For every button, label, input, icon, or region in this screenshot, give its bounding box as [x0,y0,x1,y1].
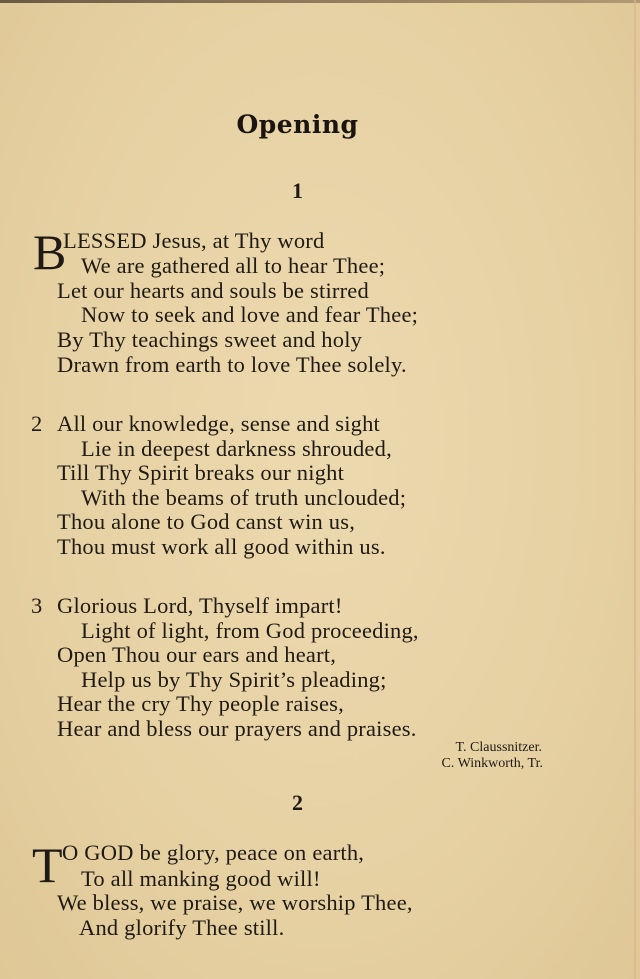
verse-line: All our knowledge, sense and sight [57,411,380,436]
verse-line: Hear the cry Thy people raises, [57,691,344,716]
verse-line: Lie in deepest darkness shrouded, [81,436,392,461]
verse-line: Thou alone to God canst win us, [57,509,356,534]
verse-line: O GOD be glory, peace on earth, [62,840,365,865]
verse-line: Hear and bless our prayers and praises. [57,716,417,741]
page-right-edge [634,0,636,979]
verse-number: 2 [31,411,43,436]
verse-line: Open Thou our ears and heart, [57,642,337,667]
verse-line: LESSED Jesus, at Thy word [63,228,325,253]
drop-cap: T [32,837,63,893]
page-top-edge [0,0,640,3]
section-title: Opening [236,110,359,139]
verse-line: Let our hearts and souls be stirred [57,278,369,303]
author-attribution: T. Claussnitzer. [455,740,542,755]
verse-line: Drawn from earth to love Thee solely. [57,352,407,377]
verse-line: Thou must work all good within us. [57,534,386,559]
verse-line: We bless, we praise, we worship Thee, [57,890,413,915]
verse-line: Help us by Thy Spirit’s pleading; [81,667,387,692]
drop-cap: B [33,224,67,280]
verse-line: Till Thy Spirit breaks our night [57,460,345,485]
verse-number: 3 [31,593,43,618]
verse-line: Light of light, from God proceeding, [81,618,419,643]
verse-line: By Thy teachings sweet and holy [57,327,363,352]
verse-line: With the beams of truth unclouded; [81,485,407,510]
verse-line: To all manking good will! [81,866,321,891]
translator-attribution: C. Winkworth, Tr. [441,756,543,771]
verse-line: Glorious Lord, Thyself impart! [57,593,343,618]
verse-line: Now to seek and love and fear Thee; [81,302,419,327]
hymn-number: 1 [292,178,303,203]
verse-line: And glorify Thee still. [79,915,285,940]
verse-line: We are gathered all to hear Thee; [81,253,386,278]
hymn-number: 2 [292,790,303,815]
